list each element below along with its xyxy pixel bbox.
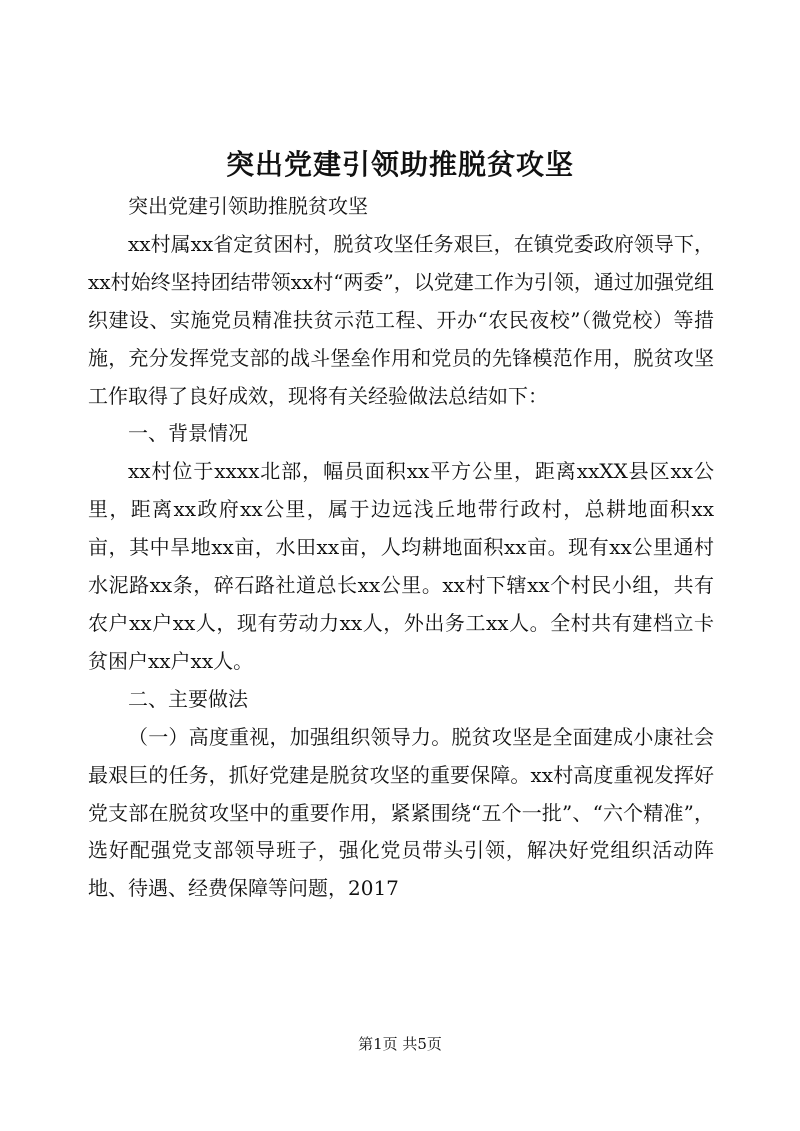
document-body: [88, 188, 714, 908]
document-title: 突出党建引领助推脱贫攻坚: [225, 148, 574, 181]
paragraph-intro: xx村属xx省定贫困村，脱贫攻坚任务艰巨，在镇党委政府领导下，xx村始终坚持团结带领xx村“两委”，以党建工作为引领，通过加强党组织建设、实施党员精准扶贫示范工程、开办“农民夜校”（微党校）等措施，充分发挥党支部的战斗堡垒作用和党员的先锋模范作用，脱贫攻坚工作取得了良好成效，现将有关经验做法总结如下：: [88, 231, 714, 408]
section-heading-background: 一、背景情况: [128, 421, 248, 446]
section-heading-main-practices: 二、主要做法: [128, 686, 248, 711]
paragraph-background: xx村位于xxxx北部，幅员面积xx平方公里，距离xxXX县区xx公里，距离xx政府xx公里，属于边远浅丘地带行政村，总耕地面积xx亩，其中旱地xx亩，水田xx亩，人均耕地面积xx亩。现有xx公里通村水泥路xx条，碎石路社道总长xx公里。xx村下辖xx个村民小组，共有农户xx户xx人，现有劳动力xx人，外出务工xx人。全村共有建档立卡贫困户xx户xx人。: [88, 459, 714, 673]
page-footer: 第1页 共5页: [358, 1035, 442, 1053]
paragraph-subtitle: 突出党建引领助推脱贫攻坚: [128, 194, 368, 218]
paragraph-practice-1: （一）高度重视，加强组织领导力。脱贫攻坚是全面建成小康社会最艰巨的任务，抓好党建是脱贫攻坚的重要保障。xx村高度重视发挥好党支部在脱贫攻坚中的重要作用，紧紧围绕“五个一批”、“六个精准”，选好配强党支部领导班子，强化党员带头引领，解决好党组织活动阵地、待遇、经费保障等问题，2017: [88, 724, 714, 901]
